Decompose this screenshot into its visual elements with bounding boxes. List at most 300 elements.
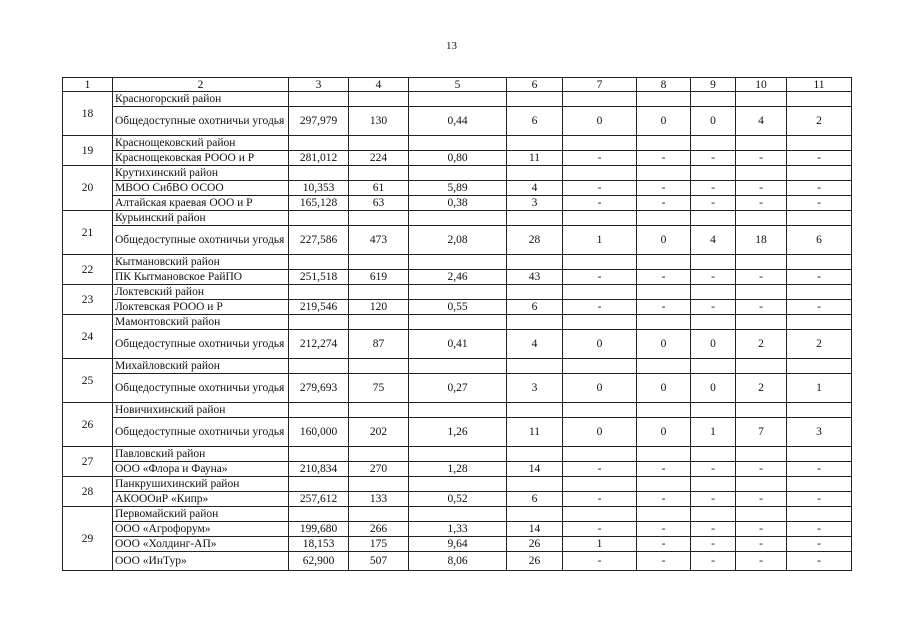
value-cell: 11 (507, 418, 563, 447)
value-cell: - (787, 552, 852, 571)
organization-name: ООО «Агрофорум» (113, 522, 289, 537)
value-cell: 0 (637, 374, 691, 403)
district-name: Мамонтовский район (113, 315, 289, 330)
empty-cell (563, 359, 637, 374)
empty-cell (691, 403, 736, 418)
value-cell: 4 (507, 330, 563, 359)
empty-cell (637, 447, 691, 462)
empty-cell (691, 359, 736, 374)
value-cell: 165,128 (289, 196, 349, 211)
empty-cell (349, 403, 409, 418)
table-row (63, 300, 852, 315)
empty-cell (409, 359, 507, 374)
district-row (63, 136, 852, 151)
column-number-cell: 2 (113, 78, 289, 92)
empty-cell (289, 255, 349, 270)
value-cell: 202 (349, 418, 409, 447)
value-cell: 18,153 (289, 537, 349, 552)
value-cell: 6 (507, 107, 563, 136)
value-cell: 4 (736, 107, 787, 136)
value-cell: 0,44 (409, 107, 507, 136)
value-cell: - (691, 537, 736, 552)
empty-cell (563, 211, 637, 226)
value-cell: 224 (349, 151, 409, 166)
empty-cell (349, 285, 409, 300)
empty-cell (691, 166, 736, 181)
value-cell: - (563, 181, 637, 196)
value-cell: 507 (349, 552, 409, 571)
empty-cell (787, 507, 852, 522)
organization-name: АКОООиР «Кипр» (113, 492, 289, 507)
empty-cell (409, 255, 507, 270)
row-number: 18 (63, 92, 113, 136)
value-cell: - (563, 522, 637, 537)
district-name: Панкрушихинский район (113, 477, 289, 492)
value-cell: 0 (691, 107, 736, 136)
empty-cell (563, 92, 637, 107)
empty-cell (409, 447, 507, 462)
value-cell: 1,28 (409, 462, 507, 477)
value-cell: - (787, 537, 852, 552)
value-cell: 2 (787, 330, 852, 359)
empty-cell (637, 166, 691, 181)
column-number-cell: 6 (507, 78, 563, 92)
empty-cell (691, 92, 736, 107)
row-number: 29 (63, 507, 113, 571)
district-row (63, 403, 852, 418)
empty-cell (349, 447, 409, 462)
empty-cell (691, 477, 736, 492)
column-number-cell: 5 (409, 78, 507, 92)
table-row (63, 226, 852, 255)
empty-cell (349, 255, 409, 270)
empty-cell (563, 285, 637, 300)
district-name: Локтевский район (113, 285, 289, 300)
value-cell: 0,41 (409, 330, 507, 359)
value-cell: - (787, 462, 852, 477)
column-number-cell: 9 (691, 78, 736, 92)
row-number: 26 (63, 403, 113, 447)
value-cell: - (691, 196, 736, 211)
district-name: Первомайский район (113, 507, 289, 522)
row-number: 23 (63, 285, 113, 315)
value-cell: 3 (507, 374, 563, 403)
value-cell: 2 (736, 330, 787, 359)
district-name: Павловский район (113, 447, 289, 462)
page-number: 13 (446, 40, 457, 52)
row-number: 20 (63, 166, 113, 211)
value-cell: 1 (691, 418, 736, 447)
empty-cell (409, 92, 507, 107)
value-cell: - (637, 181, 691, 196)
table-row (63, 196, 852, 211)
empty-cell (289, 285, 349, 300)
empty-cell (349, 315, 409, 330)
empty-cell (289, 403, 349, 418)
empty-cell (409, 285, 507, 300)
value-cell: 0,52 (409, 492, 507, 507)
value-cell: - (691, 151, 736, 166)
value-cell: - (787, 151, 852, 166)
column-number-cell: 10 (736, 78, 787, 92)
column-number-cell: 7 (563, 78, 637, 92)
district-row (63, 359, 852, 374)
value-cell: 297,979 (289, 107, 349, 136)
empty-cell (349, 166, 409, 181)
value-cell: - (563, 270, 637, 285)
empty-cell (637, 359, 691, 374)
value-cell: 219,546 (289, 300, 349, 315)
empty-cell (736, 136, 787, 151)
empty-cell (691, 447, 736, 462)
organization-name: ПК Кытмановское РайПО (113, 270, 289, 285)
row-number: 27 (63, 447, 113, 477)
value-cell: - (637, 552, 691, 571)
value-cell: - (691, 462, 736, 477)
empty-cell (409, 211, 507, 226)
empty-cell (637, 403, 691, 418)
value-cell: 160,000 (289, 418, 349, 447)
empty-cell (289, 447, 349, 462)
empty-cell (349, 359, 409, 374)
empty-cell (787, 166, 852, 181)
empty-cell (289, 477, 349, 492)
value-cell: 8,06 (409, 552, 507, 571)
value-cell: 5,89 (409, 181, 507, 196)
value-cell: 266 (349, 522, 409, 537)
value-cell: - (563, 462, 637, 477)
organization-name: Общедоступные охотничьи угодья (113, 418, 289, 447)
district-name: Кытмановский район (113, 255, 289, 270)
value-cell: 227,586 (289, 226, 349, 255)
empty-cell (409, 166, 507, 181)
value-cell: - (736, 181, 787, 196)
value-cell: 4 (507, 181, 563, 196)
empty-cell (289, 211, 349, 226)
row-number: 28 (63, 477, 113, 507)
value-cell: 1 (563, 226, 637, 255)
empty-cell (507, 211, 563, 226)
empty-cell (637, 315, 691, 330)
empty-cell (637, 211, 691, 226)
empty-cell (787, 403, 852, 418)
empty-cell (736, 315, 787, 330)
value-cell: 11 (507, 151, 563, 166)
district-row (63, 166, 852, 181)
empty-cell (787, 359, 852, 374)
value-cell: 257,612 (289, 492, 349, 507)
empty-cell (409, 477, 507, 492)
value-cell: 0,27 (409, 374, 507, 403)
empty-cell (637, 92, 691, 107)
value-cell: 63 (349, 196, 409, 211)
value-cell: - (563, 300, 637, 315)
column-number-row (63, 78, 852, 92)
empty-cell (507, 403, 563, 418)
empty-cell (409, 507, 507, 522)
value-cell: - (563, 196, 637, 211)
value-cell: - (736, 537, 787, 552)
empty-cell (736, 211, 787, 226)
empty-cell (637, 285, 691, 300)
organization-name: МВОО СибВО ОСОО (113, 181, 289, 196)
district-name: Михайловский район (113, 359, 289, 374)
value-cell: 6 (507, 492, 563, 507)
table-row (63, 537, 852, 552)
value-cell: - (736, 522, 787, 537)
empty-cell (507, 315, 563, 330)
empty-cell (349, 211, 409, 226)
empty-cell (507, 255, 563, 270)
value-cell: 130 (349, 107, 409, 136)
value-cell: 2,08 (409, 226, 507, 255)
value-cell: - (691, 270, 736, 285)
value-cell: 1,26 (409, 418, 507, 447)
empty-cell (787, 285, 852, 300)
empty-cell (289, 359, 349, 374)
empty-cell (563, 507, 637, 522)
value-cell: - (637, 151, 691, 166)
empty-cell (691, 507, 736, 522)
value-cell: 4 (691, 226, 736, 255)
empty-cell (637, 136, 691, 151)
value-cell: 473 (349, 226, 409, 255)
table-row (63, 330, 852, 359)
empty-cell (691, 255, 736, 270)
district-name: Новичихинский район (113, 403, 289, 418)
value-cell: - (691, 552, 736, 571)
table-row (63, 374, 852, 403)
value-cell: 2 (787, 107, 852, 136)
district-name: Красногорский район (113, 92, 289, 107)
value-cell: 0 (637, 330, 691, 359)
value-cell: 61 (349, 181, 409, 196)
empty-cell (507, 92, 563, 107)
empty-cell (289, 136, 349, 151)
empty-cell (787, 315, 852, 330)
district-row (63, 285, 852, 300)
empty-cell (787, 92, 852, 107)
value-cell: 14 (507, 522, 563, 537)
value-cell: 0,38 (409, 196, 507, 211)
empty-cell (349, 136, 409, 151)
empty-cell (563, 136, 637, 151)
value-cell: - (637, 537, 691, 552)
value-cell: 43 (507, 270, 563, 285)
empty-cell (349, 507, 409, 522)
empty-cell (507, 477, 563, 492)
value-cell: - (736, 492, 787, 507)
value-cell: 26 (507, 552, 563, 571)
value-cell: - (736, 462, 787, 477)
organization-name: Общедоступные охотничьи угодья (113, 107, 289, 136)
row-number: 24 (63, 315, 113, 359)
value-cell: 28 (507, 226, 563, 255)
value-cell: - (563, 492, 637, 507)
value-cell: 2 (736, 374, 787, 403)
value-cell: 281,012 (289, 151, 349, 166)
empty-cell (736, 92, 787, 107)
organization-name: Алтайская краевая ООО и Р (113, 196, 289, 211)
empty-cell (736, 507, 787, 522)
empty-cell (289, 92, 349, 107)
empty-cell (507, 166, 563, 181)
value-cell: - (787, 300, 852, 315)
table-row (63, 151, 852, 166)
organization-name: Краснощековская РООО и Р (113, 151, 289, 166)
empty-cell (736, 403, 787, 418)
empty-cell (563, 315, 637, 330)
organization-name: ООО «Флора и Фауна» (113, 462, 289, 477)
empty-cell (349, 92, 409, 107)
column-number-cell: 1 (63, 78, 113, 92)
empty-cell (736, 359, 787, 374)
value-cell: 26 (507, 537, 563, 552)
value-cell: 9,64 (409, 537, 507, 552)
empty-cell (736, 447, 787, 462)
empty-cell (563, 447, 637, 462)
district-row (63, 315, 852, 330)
empty-cell (507, 447, 563, 462)
value-cell: 0 (563, 374, 637, 403)
value-cell: - (637, 270, 691, 285)
value-cell: 251,518 (289, 270, 349, 285)
value-cell: 0,80 (409, 151, 507, 166)
row-number: 21 (63, 211, 113, 255)
empty-cell (349, 477, 409, 492)
district-name: Курьинский район (113, 211, 289, 226)
value-cell: 1,33 (409, 522, 507, 537)
column-number-cell: 8 (637, 78, 691, 92)
value-cell: - (787, 522, 852, 537)
column-number-cell: 3 (289, 78, 349, 92)
table-row (63, 181, 852, 196)
value-cell: - (637, 522, 691, 537)
empty-cell (289, 507, 349, 522)
value-cell: - (787, 492, 852, 507)
value-cell: - (787, 181, 852, 196)
column-number-cell: 4 (349, 78, 409, 92)
value-cell: - (736, 196, 787, 211)
empty-cell (691, 315, 736, 330)
value-cell: 0 (637, 107, 691, 136)
value-cell: 10,353 (289, 181, 349, 196)
value-cell: 212,274 (289, 330, 349, 359)
district-name: Краснощековский район (113, 136, 289, 151)
district-row (63, 507, 852, 522)
district-row (63, 255, 852, 270)
value-cell: 120 (349, 300, 409, 315)
table-row (63, 552, 852, 571)
empty-cell (409, 315, 507, 330)
empty-cell (637, 477, 691, 492)
value-cell: 0 (563, 330, 637, 359)
value-cell: 619 (349, 270, 409, 285)
empty-cell (563, 255, 637, 270)
empty-cell (736, 166, 787, 181)
empty-cell (637, 507, 691, 522)
value-cell: 3 (507, 196, 563, 211)
organization-name: Локтевская РООО и Р (113, 300, 289, 315)
row-number: 25 (63, 359, 113, 403)
organization-name: Общедоступные охотничьи угодья (113, 226, 289, 255)
value-cell: 1 (563, 537, 637, 552)
value-cell: - (691, 522, 736, 537)
organization-name: ООО «Холдинг-АП» (113, 537, 289, 552)
empty-cell (637, 255, 691, 270)
district-row (63, 477, 852, 492)
value-cell: 7 (736, 418, 787, 447)
empty-cell (691, 285, 736, 300)
value-cell: 133 (349, 492, 409, 507)
empty-cell (736, 255, 787, 270)
empty-cell (736, 477, 787, 492)
empty-cell (563, 403, 637, 418)
value-cell: 0 (691, 330, 736, 359)
empty-cell (736, 285, 787, 300)
organization-name: Общедоступные охотничьи угодья (113, 330, 289, 359)
value-cell: 279,693 (289, 374, 349, 403)
empty-cell (409, 403, 507, 418)
value-cell: 75 (349, 374, 409, 403)
value-cell: 62,900 (289, 552, 349, 571)
row-number: 22 (63, 255, 113, 285)
district-row (63, 211, 852, 226)
empty-cell (507, 359, 563, 374)
column-number-cell: 11 (787, 78, 852, 92)
value-cell: 18 (736, 226, 787, 255)
value-cell: 210,834 (289, 462, 349, 477)
value-cell: 0 (563, 107, 637, 136)
empty-cell (787, 211, 852, 226)
value-cell: - (736, 151, 787, 166)
empty-cell (409, 136, 507, 151)
table-row (63, 522, 852, 537)
value-cell: 199,680 (289, 522, 349, 537)
value-cell: - (563, 151, 637, 166)
value-cell: 6 (507, 300, 563, 315)
empty-cell (563, 477, 637, 492)
value-cell: - (787, 196, 852, 211)
district-row (63, 447, 852, 462)
value-cell: 0 (691, 374, 736, 403)
organization-name: ООО «ИнТур» (113, 552, 289, 571)
table-row (63, 107, 852, 136)
value-cell: 0 (637, 418, 691, 447)
value-cell: - (637, 462, 691, 477)
empty-cell (289, 166, 349, 181)
value-cell: - (637, 300, 691, 315)
value-cell: 0 (563, 418, 637, 447)
district-row (63, 92, 852, 107)
value-cell: - (736, 552, 787, 571)
empty-cell (691, 211, 736, 226)
empty-cell (787, 477, 852, 492)
table-row (63, 492, 852, 507)
value-cell: - (736, 270, 787, 285)
value-cell: 175 (349, 537, 409, 552)
empty-cell (787, 447, 852, 462)
value-cell: - (736, 300, 787, 315)
value-cell: 6 (787, 226, 852, 255)
value-cell: - (787, 270, 852, 285)
value-cell: 1 (787, 374, 852, 403)
value-cell: 0 (637, 226, 691, 255)
table-row (63, 270, 852, 285)
organization-name: Общедоступные охотничьи угодья (113, 374, 289, 403)
value-cell: 0,55 (409, 300, 507, 315)
value-cell: - (637, 196, 691, 211)
